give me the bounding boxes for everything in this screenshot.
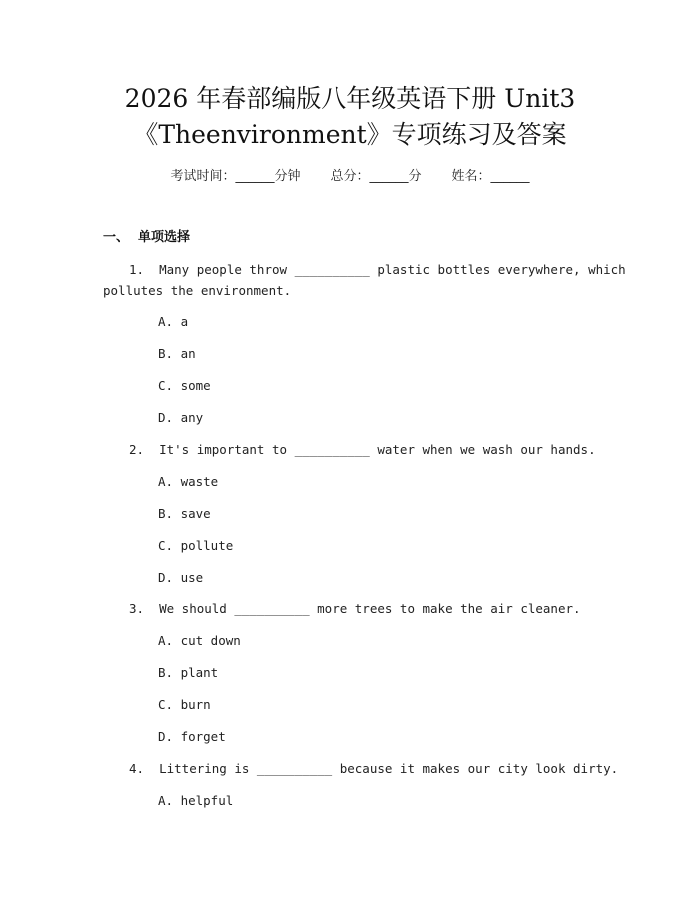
question-1-option-b: B. an: [158, 346, 196, 361]
question-1-text-continued: pollutes the environment.: [103, 283, 292, 298]
question-2-option-d: D. use: [158, 570, 204, 585]
section-heading: 一、 单项选择: [103, 230, 191, 245]
question-1-text: 1. Many people throw __________ plastic bottles everywhere, which: [129, 262, 626, 277]
question-4-text: 4. Littering is __________ because it makes our city look dirty.: [129, 761, 619, 776]
question-2-option-c: C. pollute: [158, 538, 234, 553]
question-3-text: 3. We should __________ more trees to make the air cleaner.: [129, 601, 581, 616]
question-1-option-a: A. a: [158, 314, 189, 329]
exam-name-field: 姓名：______: [451, 169, 530, 184]
question-3-option-a: A. cut down: [158, 633, 241, 648]
document-title-line-1: 2026 年春部编版八年级英语下册 Unit3: [124, 84, 576, 113]
question-3-option-b: B. plant: [158, 665, 219, 680]
question-1-option-d: D. any: [158, 410, 204, 425]
question-3-option-d: D. forget: [158, 729, 226, 744]
question-2-option-a: A. waste: [158, 474, 219, 489]
document-title-line-2: 《Theenvironment》专项练习及答案: [133, 120, 567, 149]
exam-info: [0, 168, 700, 186]
question-2-text: 2. It's important to __________ water when we wash our hands.: [129, 442, 596, 457]
question-1-option-c: C. some: [158, 378, 211, 393]
exam-time-field: 考试时间：______分钟: [170, 169, 301, 184]
question-4-option-a: A. helpful: [158, 793, 234, 808]
question-3-option-c: C. burn: [158, 697, 211, 712]
exam-score-field: 总分：______分: [330, 169, 422, 184]
question-2-option-b: B. save: [158, 506, 211, 521]
